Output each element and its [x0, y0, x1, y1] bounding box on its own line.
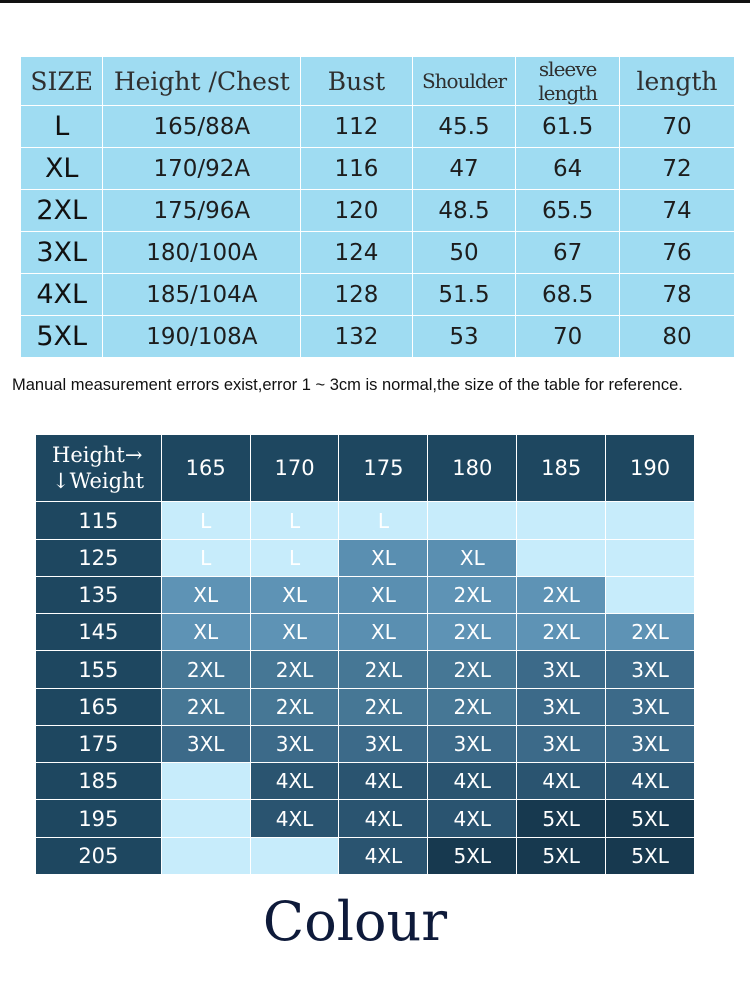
- empty-cell: [161, 837, 250, 874]
- size-recommendation-cell: 3XL: [250, 725, 339, 762]
- weight-header-cell: 125: [36, 539, 162, 576]
- height-weight-grid: [35, 434, 695, 875]
- empty-cell: [161, 800, 250, 837]
- size-table-cell: 61.5: [516, 106, 620, 148]
- grid-row: [36, 800, 695, 837]
- corner-height-label: Height→: [52, 443, 143, 468]
- size-recommendation-cell: XL: [250, 614, 339, 651]
- size-recommendation-cell: 3XL: [606, 725, 695, 762]
- size-table-cell: 53: [412, 316, 516, 358]
- size-table-cell: 185/104A: [103, 274, 301, 316]
- size-table-cell: 50: [412, 232, 516, 274]
- size-label-cell: 5XL: [21, 316, 103, 358]
- height-header-cell: 180: [428, 435, 517, 502]
- size-table-header-cell: Bust: [301, 57, 412, 106]
- size-table-cell: 47: [412, 148, 516, 190]
- size-recommendation-cell: 2XL: [428, 614, 517, 651]
- size-recommendation-cell: 2XL: [339, 688, 428, 725]
- size-table-header-cell: Shoulder: [412, 57, 516, 106]
- size-table-row: [21, 232, 735, 274]
- measurement-note: Manual measurement errors exist,error 1 ~ 3cm is normal,the size of the table for reference.: [12, 376, 683, 394]
- size-table-cell: 128: [301, 274, 412, 316]
- size-table-row: [21, 274, 735, 316]
- size-recommendation-cell: L: [161, 539, 250, 576]
- size-recommendation-cell: 2XL: [250, 688, 339, 725]
- height-header-cell: 165: [161, 435, 250, 502]
- grid-row: [36, 614, 695, 651]
- size-table-cell: 67: [516, 232, 620, 274]
- size-label-cell: 4XL: [21, 274, 103, 316]
- size-label-cell: L: [21, 106, 103, 148]
- height-header-cell: 175: [339, 435, 428, 502]
- size-table-cell: 70: [619, 106, 734, 148]
- weight-header-cell: 165: [36, 688, 162, 725]
- weight-header-cell: 135: [36, 576, 162, 613]
- size-table-row: [21, 190, 735, 232]
- size-table-header-cell: sleeve length: [516, 57, 620, 106]
- size-recommendation-cell: 4XL: [339, 763, 428, 800]
- size-table-cell: 70: [516, 316, 620, 358]
- size-table-cell: 45.5: [412, 106, 516, 148]
- size-recommendation-cell: 4XL: [250, 763, 339, 800]
- size-table-cell: 180/100A: [103, 232, 301, 274]
- size-table-cell: 132: [301, 316, 412, 358]
- size-recommendation-cell: 3XL: [161, 725, 250, 762]
- empty-cell: [161, 763, 250, 800]
- height-header-cell: 170: [250, 435, 339, 502]
- size-table-cell: 116: [301, 148, 412, 190]
- size-table-header-row: [21, 57, 735, 106]
- size-table-header-cell: SIZE: [21, 57, 103, 106]
- size-recommendation-cell: 5XL: [606, 800, 695, 837]
- empty-cell: [517, 502, 606, 539]
- size-table-header-cell: Height /Chest: [103, 57, 301, 106]
- size-table-cell: 190/108A: [103, 316, 301, 358]
- grid-row: [36, 837, 695, 874]
- size-label-cell: 2XL: [21, 190, 103, 232]
- grid-row: [36, 651, 695, 688]
- size-table-header-cell: length: [619, 57, 734, 106]
- size-table-row: [21, 316, 735, 358]
- size-table-cell: 68.5: [516, 274, 620, 316]
- grid-corner-cell: [36, 435, 162, 502]
- size-chart-table: [20, 56, 735, 358]
- size-recommendation-cell: XL: [250, 576, 339, 613]
- empty-cell: [517, 539, 606, 576]
- corner-weight-label: ↓Weight: [52, 469, 145, 494]
- size-recommendation-cell: 2XL: [517, 614, 606, 651]
- size-table-cell: 80: [619, 316, 734, 358]
- size-table-cell: 65.5: [516, 190, 620, 232]
- size-recommendation-cell: 2XL: [606, 614, 695, 651]
- size-recommendation-cell: 4XL: [606, 763, 695, 800]
- size-recommendation-cell: 2XL: [428, 688, 517, 725]
- size-recommendation-cell: XL: [339, 614, 428, 651]
- grid-row: [36, 688, 695, 725]
- size-table-cell: 72: [619, 148, 734, 190]
- size-recommendation-cell: 4XL: [250, 800, 339, 837]
- size-table-cell: 175/96A: [103, 190, 301, 232]
- size-table-cell: 64: [516, 148, 620, 190]
- size-recommendation-cell: L: [161, 502, 250, 539]
- size-recommendation-cell: XL: [428, 539, 517, 576]
- size-recommendation-cell: L: [250, 539, 339, 576]
- size-table-cell: 120: [301, 190, 412, 232]
- size-recommendation-cell: XL: [161, 576, 250, 613]
- size-recommendation-cell: 5XL: [517, 837, 606, 874]
- size-recommendation-cell: 5XL: [606, 837, 695, 874]
- size-recommendation-cell: L: [339, 502, 428, 539]
- size-recommendation-cell: 4XL: [517, 763, 606, 800]
- empty-cell: [428, 502, 517, 539]
- size-table-cell: 170/92A: [103, 148, 301, 190]
- size-table-cell: 165/88A: [103, 106, 301, 148]
- size-table-cell: 76: [619, 232, 734, 274]
- empty-cell: [250, 837, 339, 874]
- empty-cell: [606, 576, 695, 613]
- size-recommendation-cell: 3XL: [517, 725, 606, 762]
- size-table-row: [21, 148, 735, 190]
- weight-header-cell: 185: [36, 763, 162, 800]
- empty-cell: [606, 502, 695, 539]
- top-border: [0, 0, 750, 3]
- size-recommendation-cell: 3XL: [606, 688, 695, 725]
- size-recommendation-cell: XL: [339, 576, 428, 613]
- size-recommendation-cell: 2XL: [161, 688, 250, 725]
- size-recommendation-cell: 3XL: [517, 688, 606, 725]
- size-table-cell: 74: [619, 190, 734, 232]
- size-recommendation-cell: 5XL: [517, 800, 606, 837]
- size-recommendation-cell: 2XL: [428, 651, 517, 688]
- height-header-cell: 185: [517, 435, 606, 502]
- height-header-cell: 190: [606, 435, 695, 502]
- grid-row: [36, 539, 695, 576]
- weight-header-cell: 155: [36, 651, 162, 688]
- size-recommendation-cell: L: [250, 502, 339, 539]
- size-recommendation-cell: 3XL: [339, 725, 428, 762]
- size-recommendation-cell: 4XL: [428, 800, 517, 837]
- size-recommendation-cell: 2XL: [517, 576, 606, 613]
- size-recommendation-cell: XL: [339, 539, 428, 576]
- size-label-cell: XL: [21, 148, 103, 190]
- size-recommendation-cell: 2XL: [250, 651, 339, 688]
- grid-row: [36, 576, 695, 613]
- grid-header-row: [36, 435, 695, 502]
- size-recommendation-cell: 4XL: [428, 763, 517, 800]
- weight-header-cell: 205: [36, 837, 162, 874]
- weight-header-cell: 195: [36, 800, 162, 837]
- weight-header-cell: 145: [36, 614, 162, 651]
- size-recommendation-cell: 2XL: [339, 651, 428, 688]
- grid-row: [36, 763, 695, 800]
- size-table-cell: 78: [619, 274, 734, 316]
- size-table-cell: 51.5: [412, 274, 516, 316]
- size-recommendation-cell: 4XL: [339, 800, 428, 837]
- weight-header-cell: 175: [36, 725, 162, 762]
- colour-heading: Colour: [262, 890, 448, 953]
- size-recommendation-cell: XL: [161, 614, 250, 651]
- size-table-row: [21, 106, 735, 148]
- size-recommendation-cell: 3XL: [428, 725, 517, 762]
- size-label-cell: 3XL: [21, 232, 103, 274]
- empty-cell: [606, 539, 695, 576]
- grid-row: [36, 502, 695, 539]
- size-table-cell: 124: [301, 232, 412, 274]
- size-recommendation-cell: 3XL: [606, 651, 695, 688]
- size-recommendation-cell: 2XL: [428, 576, 517, 613]
- weight-header-cell: 115: [36, 502, 162, 539]
- grid-row: [36, 725, 695, 762]
- size-recommendation-cell: 3XL: [517, 651, 606, 688]
- size-recommendation-cell: 5XL: [428, 837, 517, 874]
- size-recommendation-cell: 2XL: [161, 651, 250, 688]
- size-table-cell: 112: [301, 106, 412, 148]
- size-recommendation-cell: 4XL: [339, 837, 428, 874]
- size-table-cell: 48.5: [412, 190, 516, 232]
